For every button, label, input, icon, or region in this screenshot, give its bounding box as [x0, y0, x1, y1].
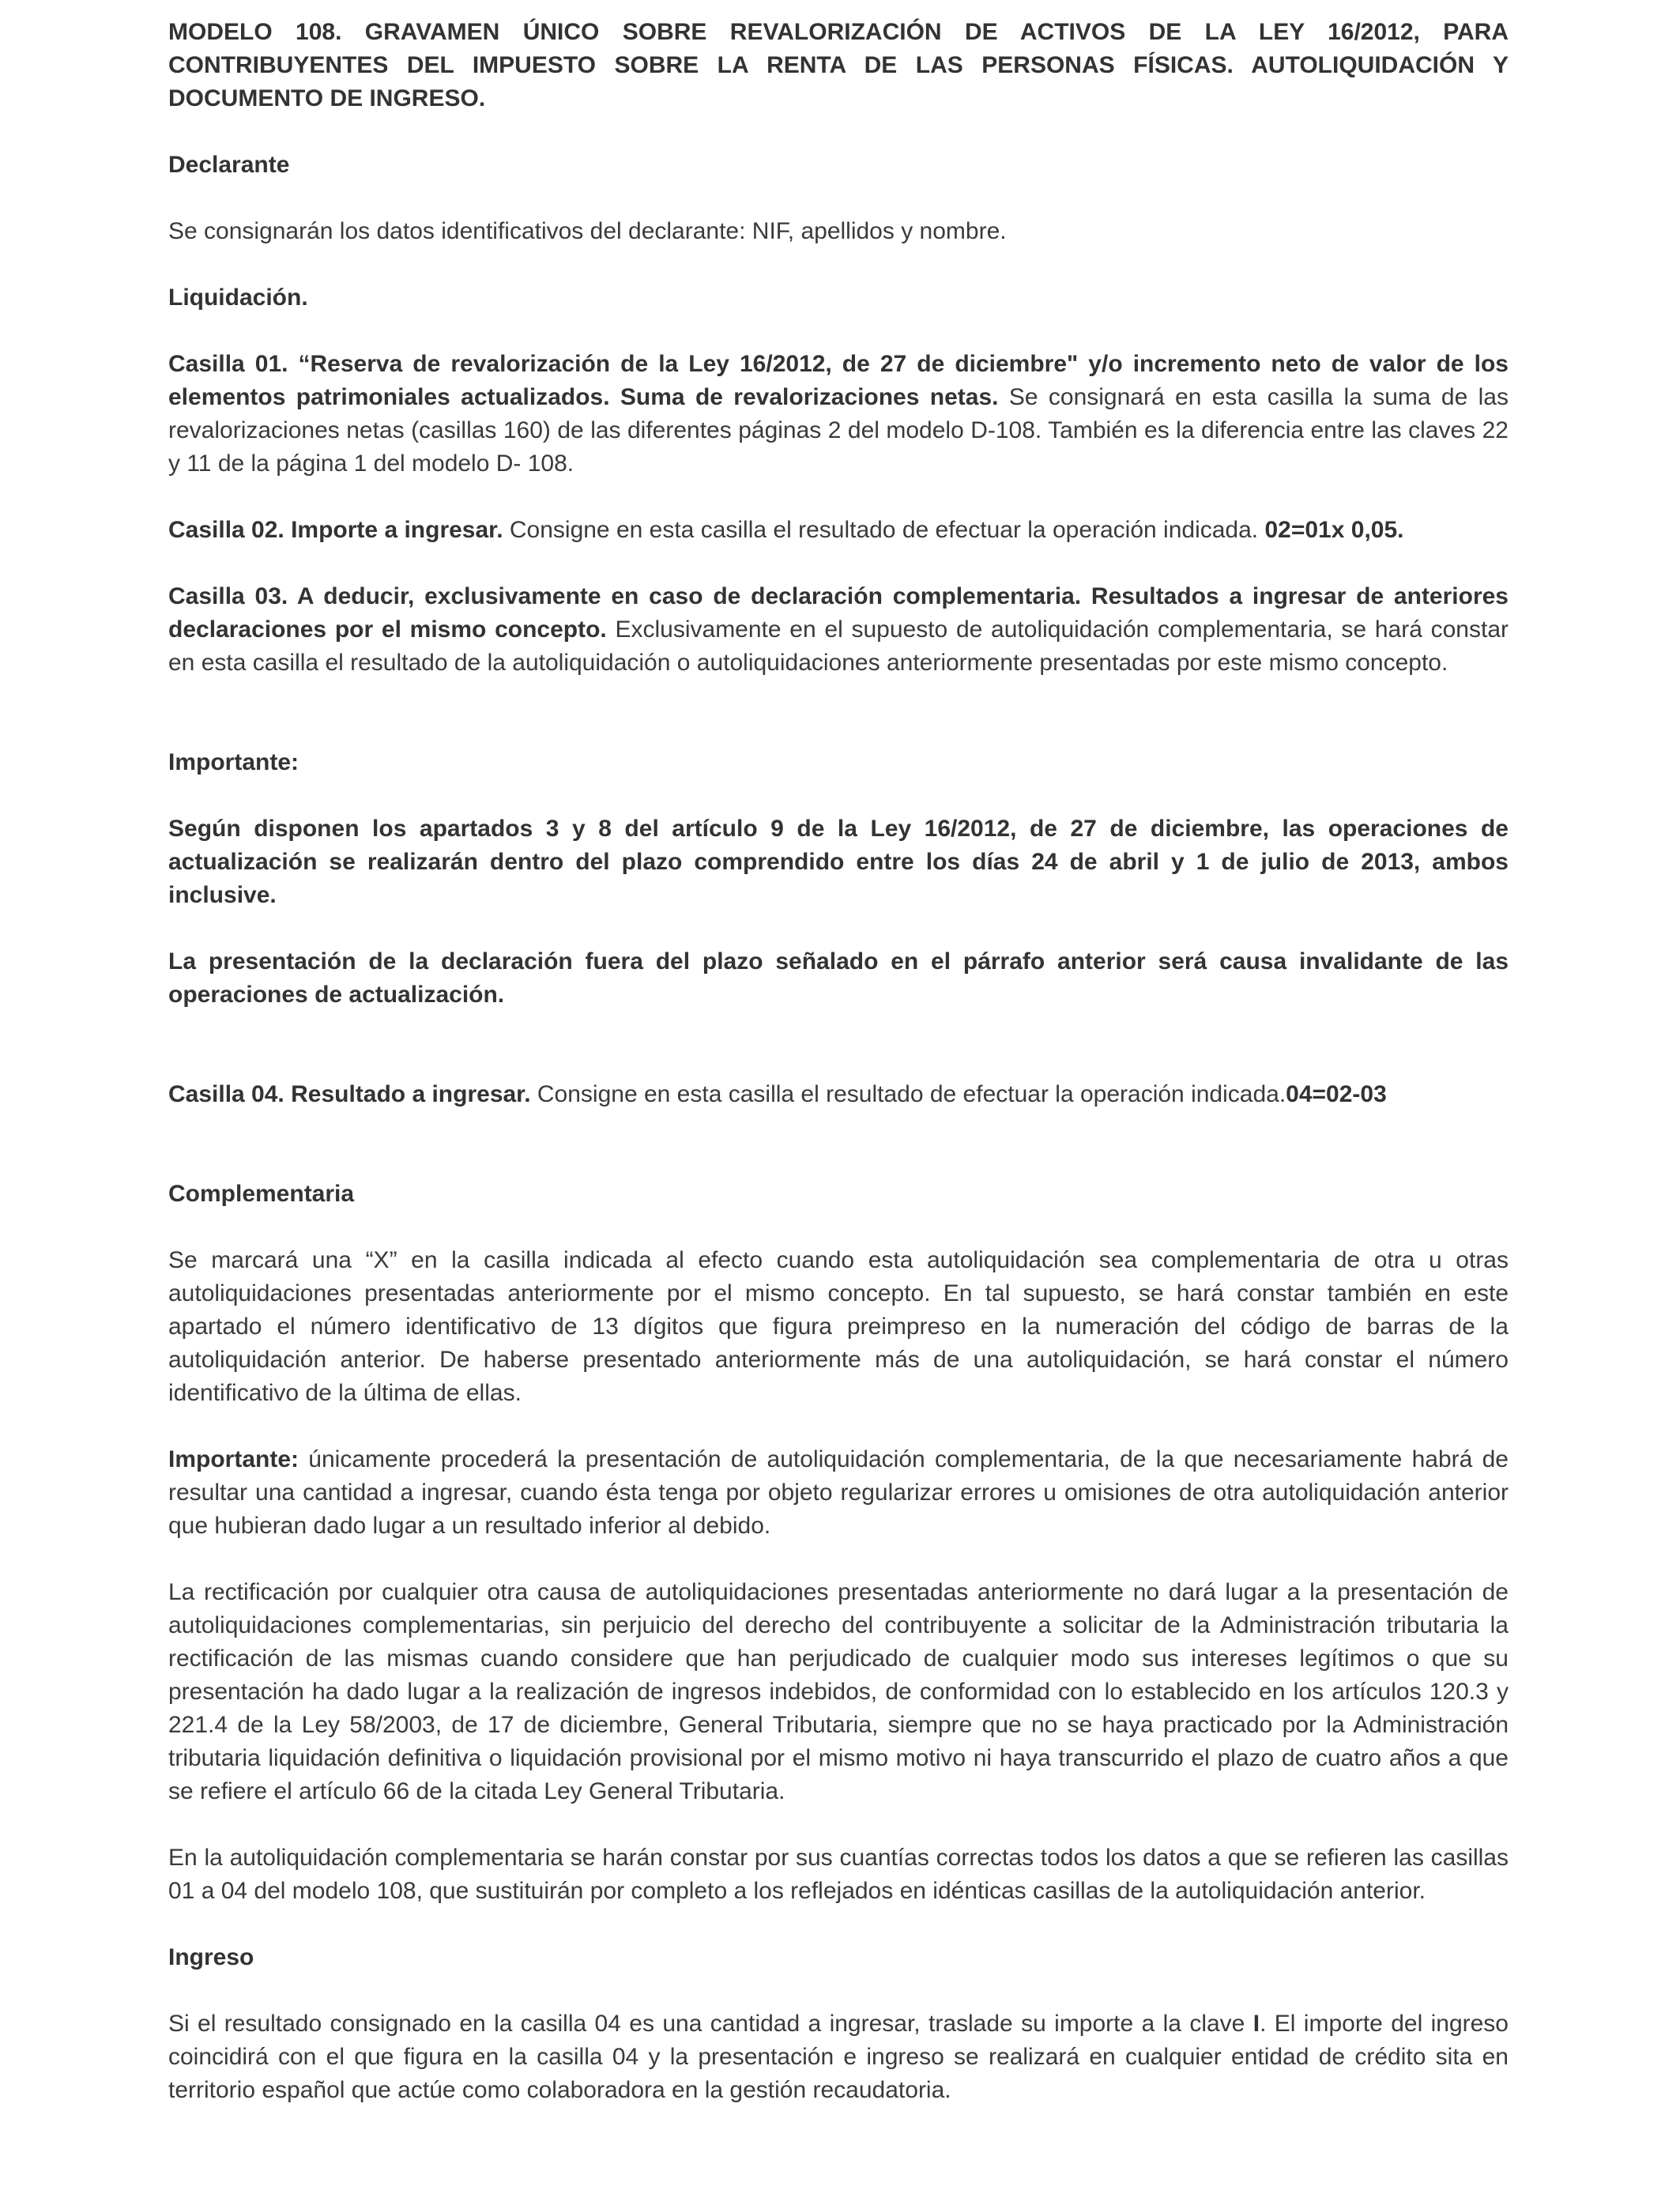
ingreso-text-a: Si el resultado consignado en la casilla 04 es una cantidad a ingresar, traslade su importe a la clave [168, 2011, 1253, 2037]
importante-paragraph-2 [168, 945, 1509, 1012]
section-heading-declarante: Declarante [168, 152, 290, 178]
importante-text-1: Según disponen los apartados 3 y 8 del artículo 9 de la Ley 16/2012, de 27 de diciembre, las operaciones de actualización se realizarán dentro del plazo comprendido entre los días 24 de abril y 1 de julio de 2013, ambos inclusive. [168, 816, 1509, 908]
casilla-04-paragraph [168, 1078, 1509, 1111]
casilla-03-text: Exclusivamente en el supuesto de autoliquidación complementaria, se hará constar en esta casilla el resultado de la autoliquidación o autoliquidaciones anteriormente presentadas por este mismo concepto. [168, 616, 1509, 676]
spacer [168, 713, 1509, 746]
casilla-04-text: Consigne en esta casilla el resultado de efectuar la operación indicada. [530, 1081, 1286, 1107]
section-heading-liquidacion: Liquidación. [168, 285, 308, 311]
section-heading-importante: Importante: [168, 749, 299, 775]
casilla-04-formula: 04=02-03 [1286, 1081, 1387, 1107]
section-heading-complementaria: Complementaria [168, 1181, 355, 1207]
complementaria-paragraph-1: Se marcará una “X” en la casilla indicada al efecto cuando esta autoliquidación sea complementaria de otra u otras autoliquidaciones presentadas anteriormente por el mismo concepto. En tal supuesto, se hará constar también en este apartado el número identificativo de 13 dígitos que figura preimpreso en la numeración del código de barras de la autoliquidación anterior. De haberse presentado anteriormente más de una autoliquidación, se hará constar el número identificativo de la última de ellas. [168, 1247, 1509, 1406]
casilla-01-label: Casilla 01. “Reserva de revalorización de la Ley 16/2012, de 27 de diciembre" y/o incremento neto de valor de los elementos patrimoniales actualizados. Suma de revalorizaciones netas. [168, 351, 1509, 410]
casilla-01-paragraph [168, 348, 1509, 481]
complementaria-importante-text: únicamente procederá la presentación de autoliquidación complementaria, de la que necesariamente habrá de resultar una cantidad a ingresar, cuando ésta tenga por objeto regularizar errores u omisiones de otra autoliquidación anterior que hubieran dado lugar a un resultado inferior al debido. [168, 1446, 1509, 1539]
casilla-02-formula: 02=01x 0,05. [1264, 517, 1404, 543]
casilla-01-text: Se consignará en esta casilla la suma de las revalorizaciones netas (casillas 160) de las diferentes páginas 2 del modelo D-108. También es la diferencia entre las claves 22 y 11 de la página 1 del modelo D- 108. [168, 384, 1509, 477]
casilla-03-paragraph [168, 580, 1509, 680]
declarante-paragraph: Se consignarán los datos identificativos del declarante: NIF, apellidos y nombre. [168, 218, 1007, 244]
ingreso-paragraph [168, 2007, 1509, 2107]
casilla-02-label: Casilla 02. Importe a ingresar. [168, 517, 503, 543]
casilla-04-label: Casilla 04. Resultado a ingresar. [168, 1081, 531, 1107]
complementaria-paragraph-3: La rectificación por cualquier otra causa de autoliquidaciones presentadas anteriormente no dará lugar a la presentación de autoliquidaciones complementarias, sin perjuicio del derecho del contribuyente a solicitar de la Administración tributaria la rectificación de las mismas cuando considere que han perjudicado de cualquier modo sus intereses legítimos o que su presentación ha dado lugar a la realización de ingresos indebidos, de conformidad con lo establecido en los artículos 120.3 y 221.4 de la Ley 58/2003, de 17 de diciembre, General Tributaria, siempre que no se haya practicado por la Administración tributaria liquidación definitiva o liquidación provisional por el mismo motivo ni haya transcurrido el plazo de cuatro años a que se refiere el artículo 66 de la citada Ley General Tributaria. [168, 1579, 1509, 1804]
complementaria-paragraph-4: En la autoliquidación complementaria se harán constar por sus cuantías correctas todos los datos a que se refieren las casillas 01 a 04 del modelo 108, que sustituirán por completo a los reflejados en idénticas casillas de la autoliquidación anterior. [168, 1845, 1509, 1904]
document-title: MODELO 108. GRAVAMEN ÚNICO SOBRE REVALORIZACIÓN DE ACTIVOS DE LA LEY 16/2012, PARA CONTRIBUYENTES DEL IMPUESTO SOBRE LA RENTA DE LAS PERSONAS FÍSICAS. AUTOLIQUIDACIÓN Y DOCUMENTO DE INGRESO. [168, 19, 1509, 111]
ingreso-clave: I [1252, 2011, 1260, 2037]
spacer [168, 1045, 1509, 1078]
section-heading-ingreso: Ingreso [168, 1944, 254, 1970]
spacer [168, 1144, 1509, 1178]
document-page [168, 16, 1509, 2140]
casilla-02-paragraph [168, 514, 1509, 547]
ingreso-text-b: . El importe del ingreso coincidirá con el que figura en la casilla 04 y la presentación e ingreso se realizará en cualquier entidad de crédito sita en territorio español que actúe como colaboradora en la gestión recaudatoria. [168, 2011, 1509, 2103]
complementaria-paragraph-2 [168, 1443, 1509, 1543]
casilla-02-text: Consigne en esta casilla el resultado de efectuar la operación indicada. [503, 517, 1265, 543]
importante-paragraph-1 [168, 812, 1509, 912]
importante-text-2: La presentación de la declaración fuera del plazo señalado en el párrafo anterior será causa invalidante de las operaciones de actualización. [168, 948, 1509, 1008]
complementaria-importante-label: Importante: [168, 1446, 299, 1472]
casilla-03-label: Casilla 03. A deducir, exclusivamente en caso de declaración complementaria. Resultados a ingresar de anteriores declaraciones por el mismo concepto. [168, 583, 1509, 643]
